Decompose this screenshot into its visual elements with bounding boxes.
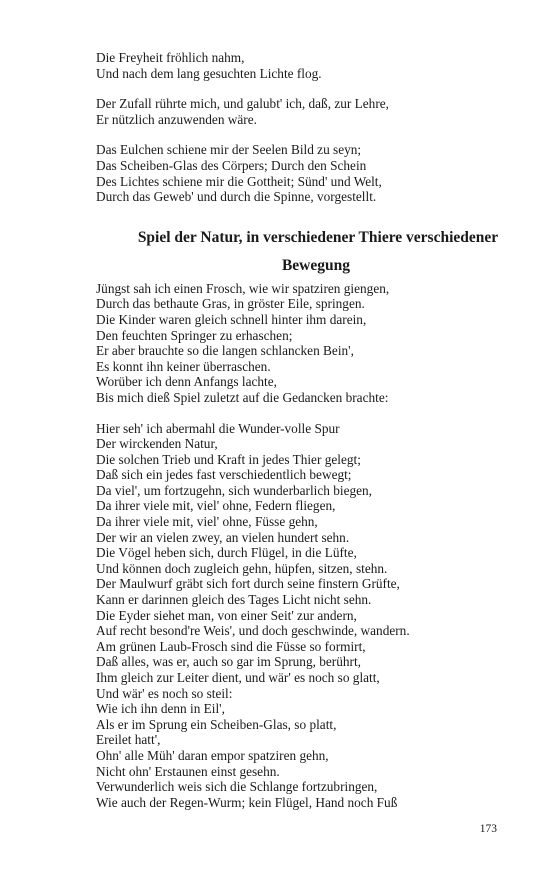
poem-line: Worüber ich denn Anfangs lachte, bbox=[96, 374, 277, 390]
poem-line: Am grünen Laub-Frosch sind die Füsse so formirt, bbox=[96, 638, 366, 654]
poem-line: Und können doch zugleich gehn, hüpfen, sitzen, stehn. bbox=[96, 560, 388, 576]
poem-line: Die Eyder siehet man, von einer Seit' zur andern, bbox=[96, 607, 357, 623]
poem-line: Das Scheiben-Glas des Cörpers; Durch den Schein bbox=[96, 157, 367, 173]
poem-line: Des Lichtes schiene mir die Gottheit; Sünd' und Welt, bbox=[96, 173, 382, 189]
poem-line: Als er im Sprung ein Scheiben-Glas, so platt, bbox=[96, 716, 337, 732]
poem-line: Durch das bethaute Gras, in gröster Eile, springen. bbox=[96, 296, 365, 312]
poem-line: Der Maulwurf gräbt sich fort durch seine finstern Grüfte, bbox=[96, 576, 400, 592]
poem-line: Nicht ohn' Erstaunen einst gesehn. bbox=[96, 763, 280, 779]
poem-line: Er aber brauchte so die langen schlancken Bein', bbox=[96, 343, 354, 359]
stanza bbox=[96, 421, 516, 811]
poem-line: Bis mich dieß Spiel zuletzt auf die Gedancken brachte: bbox=[96, 389, 389, 405]
poem-line: Wie auch der Regen-Wurm; kein Flügel, Hand noch Fuß bbox=[96, 794, 398, 810]
poem-line: Der wir an vielen zwey, an vielen hundert sehn. bbox=[96, 529, 350, 545]
poem-line: Ihm gleich zur Leiter dient, und wär' es noch so glatt, bbox=[96, 670, 380, 685]
poem-line: Ohn' alle Müh' daran empor spatziren gehn, bbox=[96, 747, 329, 763]
poem-line: Es konnt ihn keiner überraschen. bbox=[96, 358, 271, 374]
poem-title-line-1: Spiel der Natur, in verschiedener Thiere verschiedener bbox=[137, 228, 499, 246]
poem-line: Er nützlich anzuwenden wäre. bbox=[96, 111, 257, 127]
poem-line: Jüngst sah ich einen Frosch, wie wir spatziren giengen, bbox=[96, 280, 390, 296]
stanzas-before-title bbox=[96, 50, 516, 205]
poem-line: Hier seh' ich abermahl die Wunder-volle Spur bbox=[96, 420, 340, 436]
poem-line: Ereilet hatt', bbox=[96, 732, 161, 748]
poem-line: Da ihrer viele mit, viel' ohne, Füsse gehn, bbox=[96, 514, 318, 530]
poem-line: Die solchen Trieb und Kraft in jedes Thier gelegt; bbox=[96, 451, 361, 467]
stanzas-after-title bbox=[96, 281, 516, 811]
poem-line: Der wirckenden Natur, bbox=[96, 436, 218, 452]
stanza bbox=[96, 50, 516, 81]
stanza bbox=[96, 96, 516, 127]
poem-line: Den feuchten Springer zu erhaschen; bbox=[96, 327, 293, 343]
poem-line: Der Zufall rührte mich, und galubt' ich, daß, zur Lehre, bbox=[96, 96, 389, 112]
poem-line: Verwunderlich weis sich die Schlange fortzubringen, bbox=[96, 779, 378, 795]
poem-line: Die Vögel heben sich, durch Flügel, in die Lüfte, bbox=[96, 545, 357, 561]
poem-line: Auf recht besond're Weis', und doch geschwinde, wandern. bbox=[96, 623, 410, 639]
poem-line: Da viel', um fortzugehn, sich wunderbarlich biegen, bbox=[96, 482, 373, 498]
poem-line: Das Eulchen schiene mir der Seelen Bild zu seyn; bbox=[96, 142, 362, 158]
poem-line: Daß alles, was er, auch so gar im Sprung, berührt, bbox=[96, 654, 361, 670]
poem-line: Und wär' es noch so steil: bbox=[96, 685, 233, 701]
page-text-block bbox=[96, 50, 516, 810]
page-number: 173 bbox=[479, 823, 497, 835]
poem-line: Und nach dem lang gesuchten Lichte flog. bbox=[96, 65, 322, 81]
poem-line: Da ihrer viele mit, viel' ohne, Federn fliegen, bbox=[96, 498, 336, 514]
stanza bbox=[96, 142, 516, 204]
poem-line: Daß sich ein jedes fast verschiedentlich bewegt; bbox=[96, 467, 352, 483]
poem-line: Wie ich ihn denn in Eil', bbox=[96, 701, 225, 717]
stanza bbox=[96, 281, 516, 406]
poem-line: Die Freyheit fröhlich nahm, bbox=[96, 50, 245, 65]
poem-line: Kann er darinnen gleich des Tages Licht nicht sehn. bbox=[96, 592, 372, 608]
poem-title-line-2: Bewegung bbox=[281, 256, 351, 274]
poem-line: Die Kinder waren gleich schnell hinter ihm darein, bbox=[96, 311, 367, 327]
poem-line: Durch das Geweb' und durch die Spinne, vorgestellt. bbox=[96, 189, 377, 205]
